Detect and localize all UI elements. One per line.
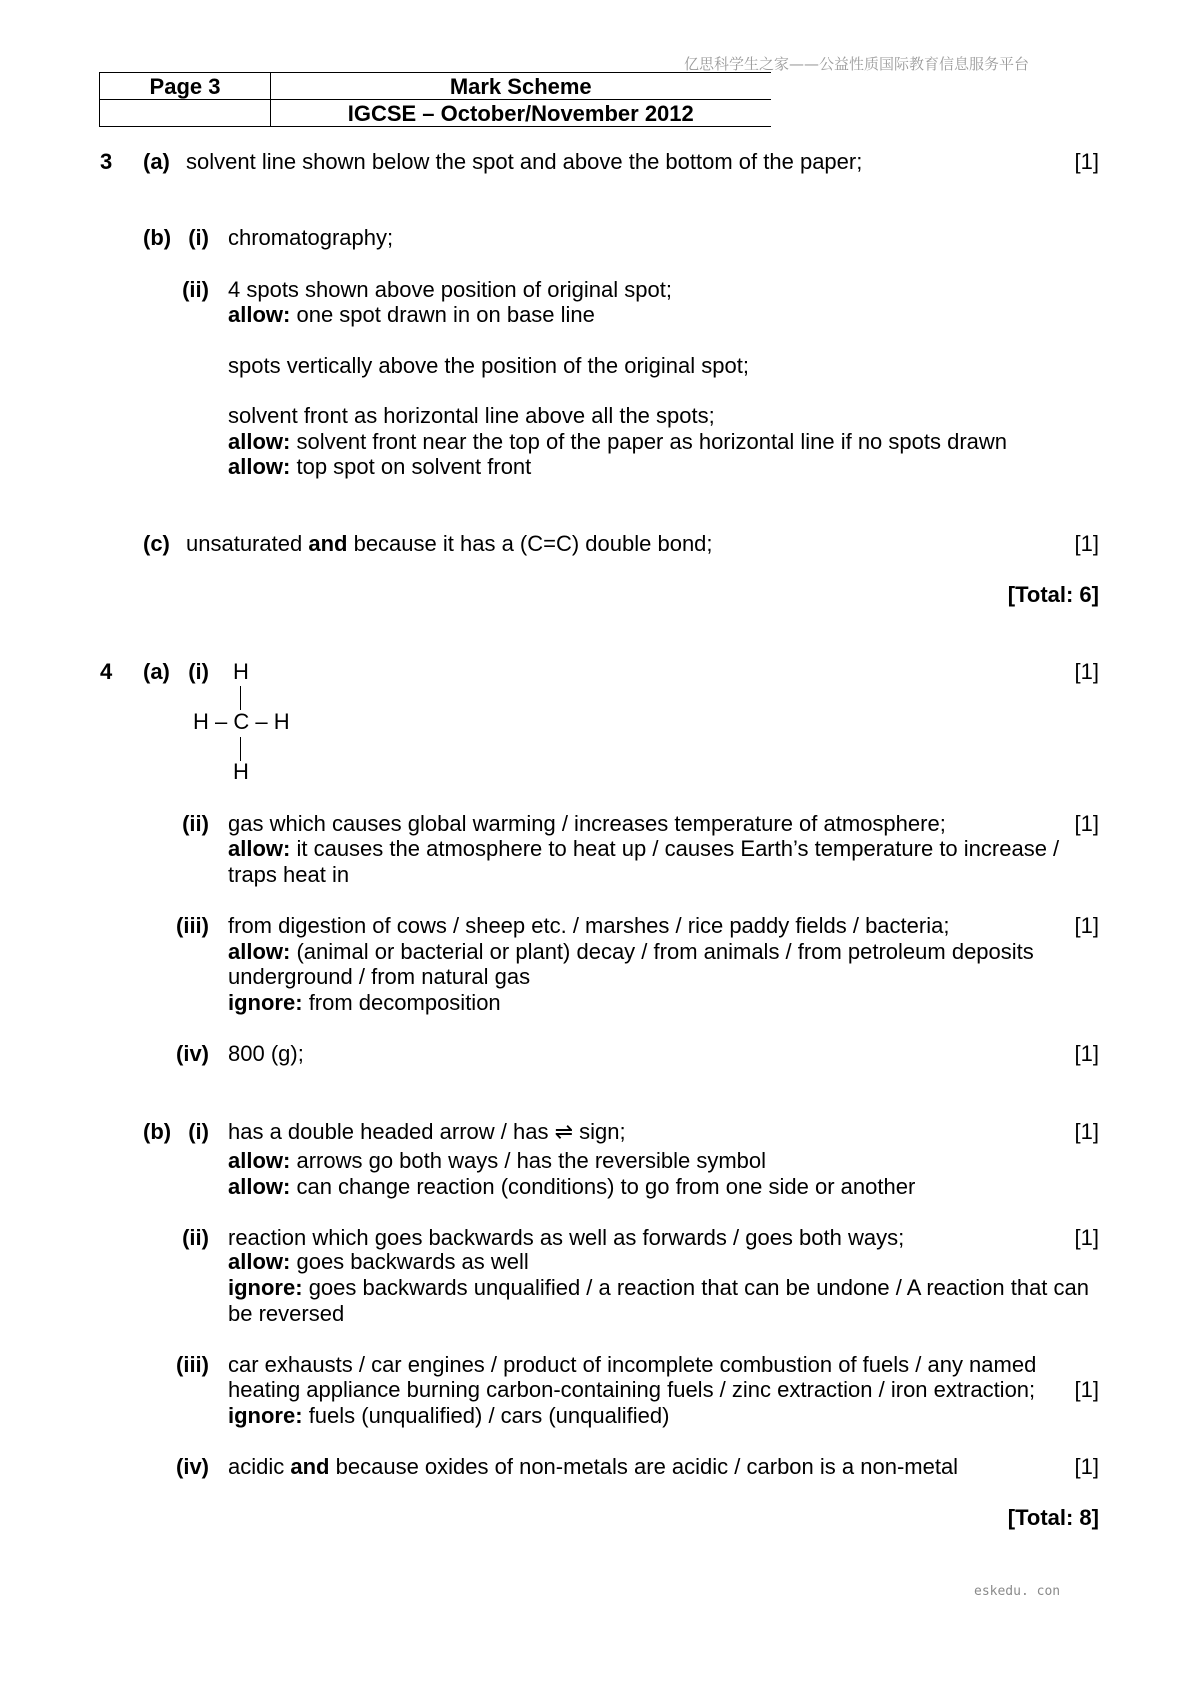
watermark-top: 亿思科学生之家——公益性质国际教育信息服务平台	[684, 55, 1030, 73]
answer-line	[0, 403, 1190, 428]
part-label: (b)	[143, 225, 172, 250]
q4b-iii-row	[0, 1352, 1190, 1377]
keyword-and: and	[290, 1454, 330, 1479]
q3b-i-row	[0, 225, 1190, 250]
methane-bottom-row	[0, 759, 1190, 784]
keyword-allow: allow:	[228, 939, 291, 964]
q4a-iv-row	[0, 1041, 1190, 1066]
answer-line	[0, 302, 1190, 327]
subpart-label: (iv)	[176, 1454, 209, 1479]
answer-line	[0, 429, 1190, 454]
answer-text	[228, 1249, 529, 1274]
answer-text	[228, 1174, 915, 1199]
subpart-label: (iii)	[176, 913, 209, 938]
keyword-allow: allow:	[228, 302, 291, 327]
q4b-ii-row	[0, 1225, 1190, 1250]
answer-text: from digestion of cows / sheep etc. / marshes / rice paddy fields / bacteria;	[228, 913, 950, 938]
keyword-ignore: ignore:	[228, 1275, 303, 1300]
answer-text: be reversed	[228, 1301, 345, 1326]
q3-total-row	[0, 582, 1190, 607]
keyword-allow: allow:	[228, 836, 291, 861]
answer-text-body: goes backwards as well	[296, 1249, 529, 1274]
question-number: 4	[100, 659, 113, 684]
part-label: (b)	[143, 1119, 172, 1144]
subpart-label: (ii)	[182, 811, 209, 836]
subpart-label: (i)	[188, 659, 209, 684]
answer-line	[0, 862, 1190, 887]
q4a-ii-row	[0, 811, 1190, 836]
methane-hydrogen-top: H	[233, 659, 249, 684]
mark: [1]	[1074, 1225, 1099, 1250]
answer-text: reaction which goes backwards as well as forwards / goes both ways;	[228, 1225, 905, 1250]
answer-text: spots vertically above the position of the original spot;	[228, 353, 749, 378]
q4b-i-row	[0, 1119, 1190, 1144]
keyword-allow: allow:	[228, 1148, 291, 1173]
keyword-ignore: ignore:	[228, 1403, 303, 1428]
subpart-label: (i)	[188, 225, 209, 250]
bond-line	[240, 737, 241, 761]
answer-text-post: because oxides of non-metals are acidic / carbon is a non-metal	[335, 1454, 959, 1479]
answer-text-body: from decomposition	[308, 990, 501, 1015]
q4b-iv-row	[0, 1454, 1190, 1479]
question-total: [Total: 8]	[1007, 1505, 1099, 1530]
q4a-i-row	[0, 659, 1190, 684]
answer-text	[228, 939, 1034, 964]
answer-text-body: (animal or bacterial or plant) decay / from animals / from petroleum deposits	[296, 939, 1034, 964]
answer-line	[0, 1249, 1190, 1274]
header-table	[99, 72, 771, 127]
methane-hydrogen-bottom: H	[233, 759, 249, 784]
answer-text-body: one spot drawn in on base line	[296, 302, 595, 327]
answer-text-body: top spot on solvent front	[296, 454, 532, 479]
mark: [1]	[1074, 659, 1099, 684]
answer-text	[228, 1403, 669, 1428]
answer-text: chromatography;	[228, 225, 394, 250]
answer-line	[0, 964, 1190, 989]
answer-line	[0, 1174, 1190, 1199]
answer-line	[0, 1377, 1190, 1402]
answer-line	[0, 939, 1190, 964]
mark: [1]	[1074, 1377, 1099, 1402]
subpart-label: (ii)	[182, 1225, 209, 1250]
keyword-allow: allow:	[228, 454, 291, 479]
question-total: [Total: 6]	[1007, 582, 1099, 607]
header-row	[100, 73, 771, 100]
answer-text: heating appliance burning carbon-containing fuels / zinc extraction / iron extraction;	[228, 1377, 1036, 1402]
q4-total-row	[0, 1505, 1190, 1530]
answer-text	[228, 302, 595, 327]
keyword-allow: allow:	[228, 1249, 291, 1274]
q3b-ii-row	[0, 277, 1190, 302]
answer-text-body: goes backwards unqualified / a reaction that can be undone / A reaction that can	[308, 1275, 1089, 1300]
keyword-allow: allow:	[228, 1174, 291, 1199]
answer-text	[228, 429, 1007, 454]
answer-text-body: solvent front near the top of the paper as horizontal line if no spots drawn	[296, 429, 1008, 454]
answer-text	[228, 1148, 766, 1173]
q3c-row	[0, 531, 1190, 556]
header-empty-cell	[100, 100, 271, 127]
methane-middle-row	[0, 709, 1190, 734]
part-label: (c)	[143, 531, 170, 556]
answer-text: solvent line shown below the spot and above the bottom of the paper;	[186, 149, 863, 174]
bond-line	[240, 686, 241, 710]
keyword-allow: allow:	[228, 429, 291, 454]
answer-text: 800 (g);	[228, 1041, 304, 1066]
answer-line	[0, 1301, 1190, 1326]
answer-text-post: because it has a (C=C) double bond;	[353, 531, 713, 556]
answer-text	[228, 836, 1059, 861]
q3a-row	[0, 149, 1190, 174]
answer-text: 4 spots shown above position of original spot;	[228, 277, 672, 302]
q4a-iii-row	[0, 913, 1190, 938]
keyword-ignore: ignore:	[228, 990, 303, 1015]
answer-text: underground / from natural gas	[228, 964, 531, 989]
answer-text: gas which causes global warming / increases temperature of atmosphere;	[228, 811, 946, 836]
answer-text	[186, 531, 713, 556]
mark: [1]	[1074, 913, 1099, 938]
answer-text	[228, 990, 501, 1015]
subpart-label: (iii)	[176, 1352, 209, 1377]
subpart-label: (iv)	[176, 1041, 209, 1066]
part-label: (a)	[143, 659, 170, 684]
answer-line	[0, 454, 1190, 479]
page-number: Page 3	[100, 73, 271, 100]
answer-line	[0, 1148, 1190, 1173]
answer-text: solvent front as horizontal line above all the spots;	[228, 403, 715, 428]
question-number: 3	[100, 149, 113, 174]
answer-line	[0, 990, 1190, 1015]
document-title: Mark Scheme	[271, 73, 771, 100]
mark: [1]	[1074, 149, 1099, 174]
mark: [1]	[1074, 1041, 1099, 1066]
answer-line	[0, 353, 1190, 378]
answer-text-body: can change reaction (conditions) to go from one side or another	[296, 1174, 916, 1199]
answer-text	[228, 1275, 1089, 1300]
keyword-and: and	[308, 531, 348, 556]
part-label: (a)	[143, 149, 170, 174]
answer-line	[0, 1275, 1190, 1300]
methane-carbon-row: H – C – H	[193, 709, 290, 734]
mark: [1]	[1074, 1454, 1099, 1479]
watermark-bottom: eskedu. con	[974, 1584, 1061, 1599]
subpart-label: (ii)	[182, 277, 209, 302]
answer-text	[228, 1454, 958, 1479]
subpart-label: (i)	[188, 1119, 209, 1144]
mark: [1]	[1074, 811, 1099, 836]
answer-text: has a double headed arrow / has ⇌ sign;	[228, 1119, 626, 1144]
answer-text	[228, 454, 531, 479]
answer-text-body: arrows go both ways / has the reversible symbol	[296, 1148, 767, 1173]
mark: [1]	[1074, 1119, 1099, 1144]
answer-text-body: fuels (unqualified) / cars (unqualified)	[308, 1403, 670, 1428]
answer-text: traps heat in	[228, 862, 350, 887]
exam-session: IGCSE – October/November 2012	[271, 100, 771, 127]
mark: [1]	[1074, 531, 1099, 556]
answer-text-body: it causes the atmosphere to heat up / causes Earth’s temperature to increase /	[296, 836, 1060, 861]
answer-text: car exhausts / car engines / product of incomplete combustion of fuels / any named	[228, 1352, 1037, 1377]
answer-line	[0, 836, 1190, 861]
answer-line	[0, 1403, 1190, 1428]
answer-text-pre: acidic	[228, 1454, 285, 1479]
header-row	[100, 100, 771, 127]
answer-text-pre: unsaturated	[186, 531, 303, 556]
